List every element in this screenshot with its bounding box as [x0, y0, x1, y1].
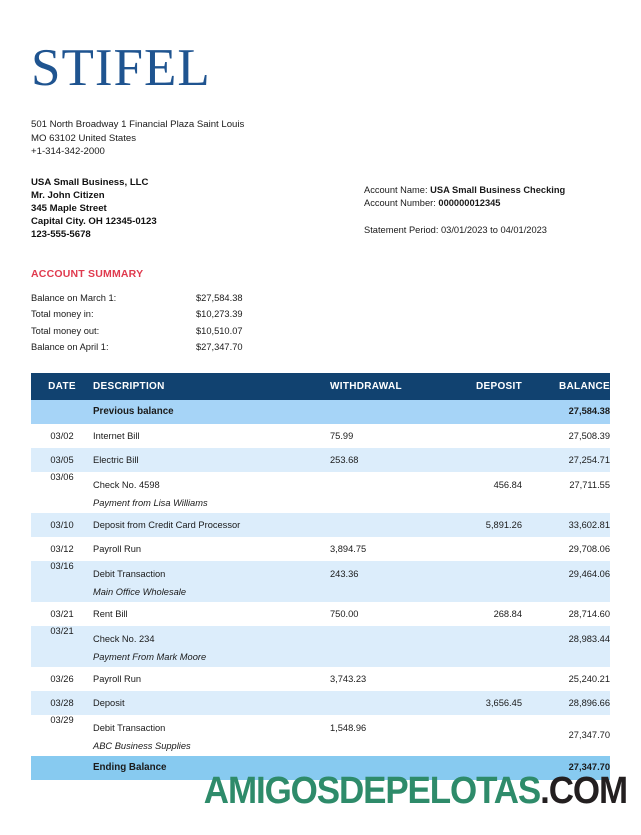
table-row	[31, 513, 610, 537]
cell-withdrawal: 243.36	[330, 568, 359, 579]
site-watermark	[204, 771, 627, 811]
cell-deposit	[434, 424, 522, 448]
table-row	[31, 667, 610, 691]
cell-balance: 27,254.71	[568, 454, 610, 465]
cell-date	[31, 756, 93, 780]
cell-description: Electric Bill	[93, 454, 139, 465]
table-row	[31, 691, 610, 715]
bank-address-line-2: MO 63102 United States	[31, 132, 137, 144]
cell-date: 03/29	[50, 714, 74, 725]
cell-withdrawal: 3,743.23	[330, 673, 367, 684]
cell-description-main: Debit Transaction	[93, 722, 166, 733]
cell-description: Payroll Run	[93, 543, 142, 554]
column-header-deposit: DEPOSIT	[434, 373, 522, 400]
cell-date	[31, 400, 93, 424]
cell-deposit: 456.84	[493, 479, 522, 490]
summary-value: $27,584.38	[196, 292, 243, 303]
cell-deposit	[434, 626, 522, 667]
cell-description: Deposit from Credit Card Processor	[93, 519, 241, 530]
watermark-brand-text: AMIGOSDEPELOTAS	[203, 770, 541, 812]
table-row	[31, 715, 610, 756]
cell-withdrawal	[330, 691, 434, 715]
cell-balance: 27,347.70	[568, 761, 610, 772]
parties-row	[31, 176, 610, 242]
cell-date: 03/26	[50, 673, 74, 684]
customer-address-block	[31, 176, 157, 242]
cell-description-main: Debit Transaction	[93, 568, 166, 579]
cell-description-detail: Payment From Mark Moore	[93, 651, 207, 662]
cell-description: Deposit	[93, 697, 125, 708]
bank-address-block	[31, 118, 610, 159]
watermark-tld-text: .COM	[540, 770, 627, 812]
bank-phone: +1-314-342-2000	[31, 146, 105, 157]
summary-label: Total money in:	[31, 309, 94, 320]
cell-date: 03/28	[50, 697, 74, 708]
cell-date: 03/16	[50, 560, 74, 571]
table-row	[31, 424, 610, 448]
account-summary-table	[31, 292, 243, 358]
summary-value: $10,273.39	[196, 309, 243, 320]
cell-balance: 33,602.81	[568, 519, 610, 530]
column-header-withdrawal: WITHDRAWAL	[330, 373, 434, 400]
table-row	[31, 626, 610, 667]
table-row	[31, 602, 610, 626]
cell-deposit	[434, 400, 522, 424]
cell-description: Previous balance	[93, 405, 174, 417]
cell-withdrawal	[330, 472, 434, 513]
summary-row	[31, 341, 243, 358]
cell-description-main: Check No. 234	[93, 633, 155, 644]
cell-balance: 27,711.55	[569, 479, 610, 490]
cell-balance: 27,347.70	[568, 729, 610, 740]
cell-deposit	[434, 448, 522, 472]
cell-balance: 29,708.06	[568, 543, 610, 554]
cell-description: Ending Balance	[93, 761, 167, 773]
account-info-block	[364, 176, 610, 238]
cell-description	[93, 626, 330, 667]
table-row	[31, 537, 610, 561]
summary-row	[31, 325, 243, 342]
cell-withdrawal: 1,548.96	[330, 722, 367, 733]
account-summary-body	[31, 292, 243, 358]
cell-description-detail: Payment from Lisa Williams	[93, 497, 208, 508]
summary-label: Balance on March 1:	[31, 292, 117, 303]
cell-description-detail: ABC Business Supplies	[93, 740, 191, 751]
cell-withdrawal: 75.99	[330, 430, 354, 441]
cell-withdrawal	[330, 626, 434, 667]
cell-withdrawal	[330, 513, 434, 537]
summary-value: $27,347.70	[196, 342, 243, 353]
cell-deposit	[434, 667, 522, 691]
transactions-header-row	[31, 373, 610, 400]
summary-row	[31, 308, 243, 325]
cell-date: 03/05	[50, 454, 74, 465]
cell-balance: 25,240.21	[568, 673, 610, 684]
table-row	[31, 448, 610, 472]
cell-deposit: 268.84	[493, 608, 522, 619]
summary-label: Total money out:	[31, 325, 100, 336]
cell-description-detail: Main Office Wholesale	[93, 586, 187, 597]
cell-balance: 28,714.60	[568, 608, 610, 619]
cell-balance: 27,508.39	[568, 430, 610, 441]
summary-label: Balance on April 1:	[31, 342, 109, 353]
cell-date: 03/10	[50, 519, 74, 530]
cell-date: 03/12	[50, 543, 74, 554]
statement-period: Statement Period: 03/01/2023 to 04/01/2023	[364, 224, 547, 235]
column-header-description: DESCRIPTION	[93, 373, 330, 400]
customer-city-state-zip: Capital City. OH 12345-0123	[31, 216, 157, 228]
summary-row	[31, 292, 243, 309]
cell-deposit	[434, 715, 522, 756]
column-header-date: DATE	[31, 373, 93, 400]
cell-balance: 27,584.38	[568, 405, 610, 416]
customer-name: Mr. John Citizen	[31, 189, 105, 201]
cell-balance: 28,896.66	[568, 697, 610, 708]
cell-description-main: Check No. 4598	[93, 479, 160, 490]
cell-withdrawal: 253.68	[330, 454, 359, 465]
cell-deposit: 3,656.45	[485, 697, 522, 708]
transactions-body	[31, 400, 610, 780]
table-row-previous-balance	[31, 400, 610, 424]
account-name-row	[364, 184, 610, 198]
customer-street: 345 Maple Street	[31, 202, 107, 214]
table-row	[31, 472, 610, 513]
transactions-section	[31, 373, 610, 780]
bank-address-line-1: 501 North Broadway 1 Financial Plaza Saint Louis	[31, 119, 245, 130]
brand-logo	[31, 0, 610, 104]
account-number-label: Account Number:	[364, 198, 436, 208]
customer-phone: 123-555-5678	[31, 229, 91, 241]
account-summary-title: ACCOUNT SUMMARY	[31, 267, 144, 280]
table-row	[31, 561, 610, 602]
cell-deposit	[434, 537, 522, 561]
cell-deposit	[434, 561, 522, 602]
cell-balance: 29,464.06	[568, 568, 610, 579]
customer-company: USA Small Business, LLC	[31, 176, 149, 188]
cell-description: Rent Bill	[93, 608, 128, 619]
summary-value: $10,510.07	[196, 325, 243, 336]
cell-balance: 28,983.44	[568, 633, 610, 644]
cell-description	[93, 472, 330, 513]
cell-withdrawal: 750.00	[330, 608, 359, 619]
cell-withdrawal: 3,894.75	[330, 543, 367, 554]
account-name-label: Account Name:	[364, 184, 428, 195]
account-number-value: 000000012345	[438, 198, 501, 208]
cell-withdrawal	[330, 400, 434, 424]
account-name-value: USA Small Business Checking	[430, 184, 566, 195]
cell-description	[93, 561, 330, 602]
column-header-balance: BALANCE	[522, 373, 610, 400]
cell-date: 03/21	[50, 625, 74, 636]
cell-description: Payroll Run	[93, 673, 142, 684]
cell-description	[93, 715, 330, 756]
cell-date: 03/02	[50, 430, 74, 441]
stifel-wordmark: stifel	[31, 18, 211, 102]
cell-date: 03/06	[50, 471, 74, 482]
transactions-header	[31, 373, 610, 400]
cell-description: Internet Bill	[93, 430, 140, 441]
transactions-table	[31, 373, 610, 780]
cell-deposit: 5,891.26	[485, 519, 522, 530]
account-number-row	[364, 197, 610, 211]
cell-date: 03/21	[50, 608, 74, 619]
